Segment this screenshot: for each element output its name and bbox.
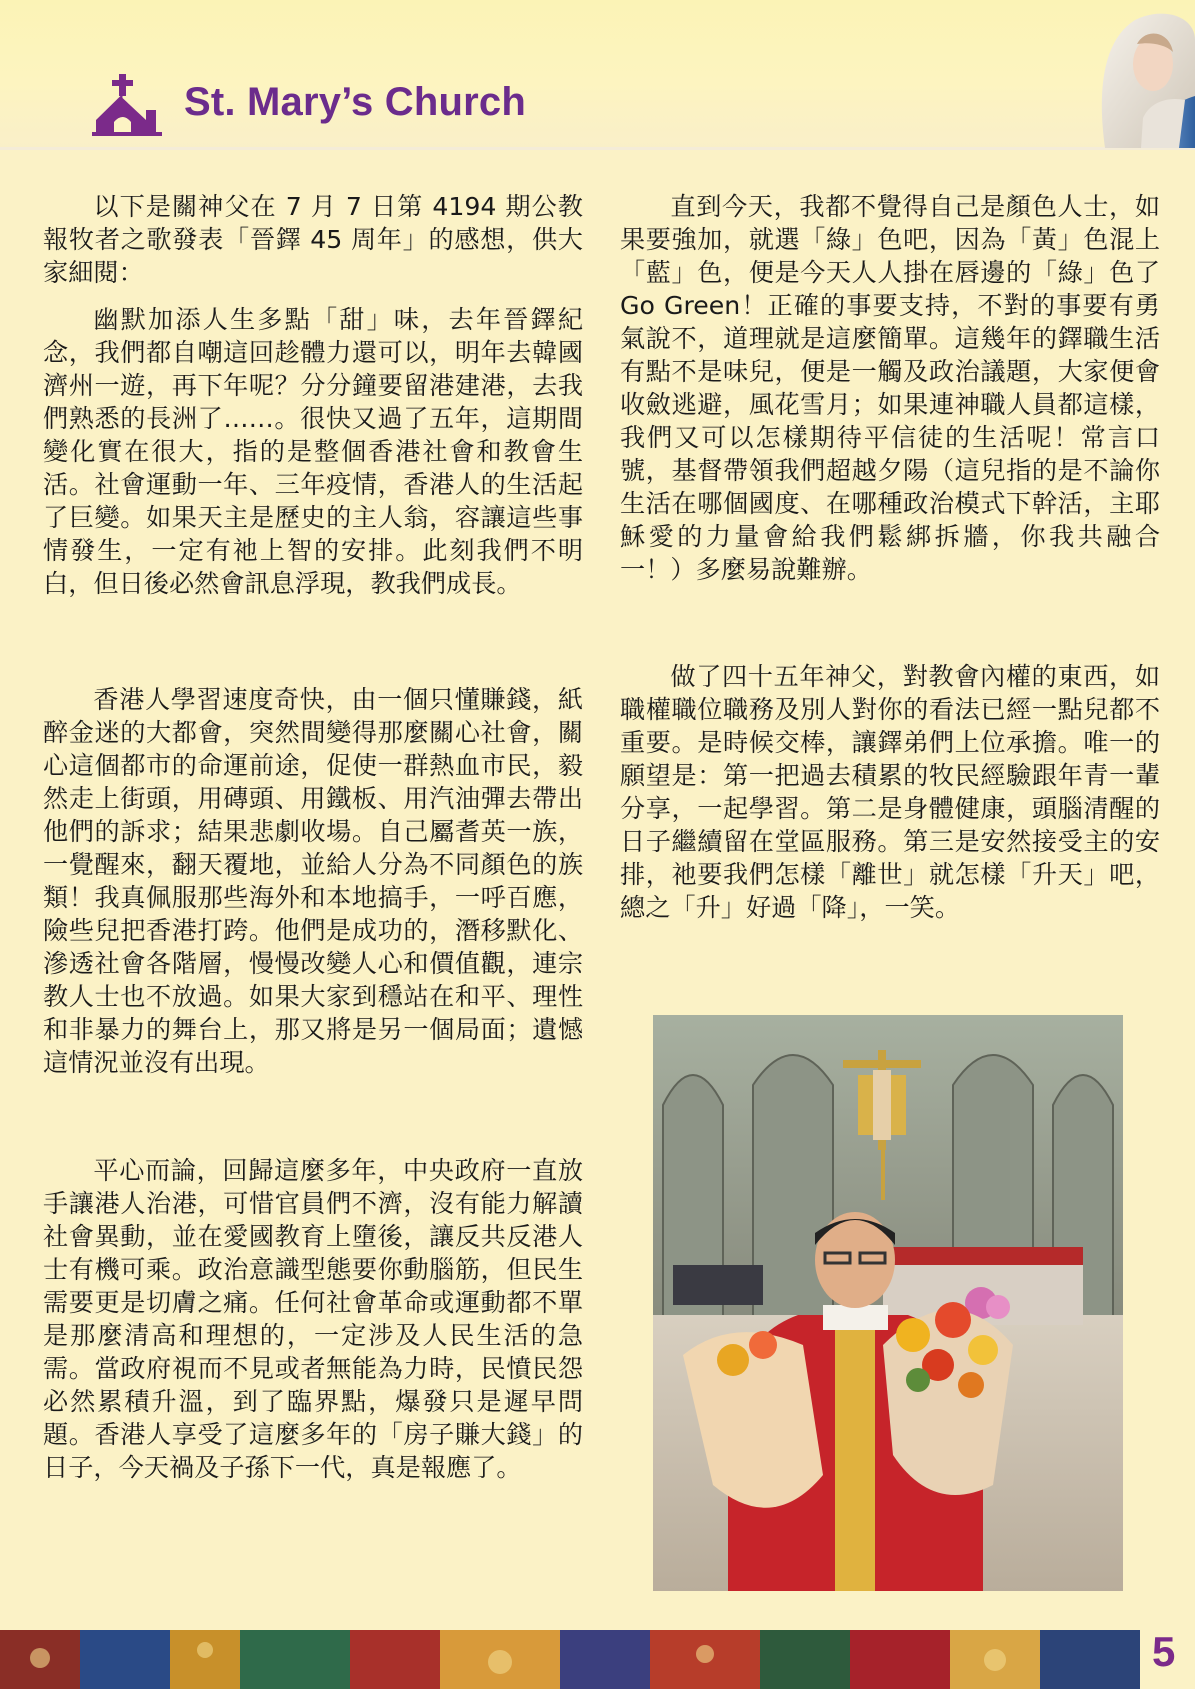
- article-paragraph: 直到今天，我都不覺得自己是顏色人士，如果要強加，就選「綠」色吧，因為「黃」色混上「藍」色，便是今天人人掛在唇邊的「綠」色了 Go Green！正確的事要支持，不對的事要有勇氣說不，道理就是這麼簡單。這幾年的鐸職生活有點不是味兒，便是一觸及政治議題，大家便會收斂逃避，風花雪月；如果連神職人員都這樣，我們又可以怎樣期待平信徒的生活呢！常言口號，基督帶領我們超越夕陽（這兒指的是不論你生活在哪個國度、在哪種政治模式下幹活，主耶穌愛的力量會給我們鬆綁拆牆，你我共融合一！）多麼易說難辦。: [620, 192, 1160, 584]
- article-paragraph: 平心而論，回歸這麼多年，中央政府一直放手讓港人治港，可惜官員們不濟，沒有能力解讀社會異動，並在愛國教育上墮後，讓反共反港人士有機可乘。政治意識型態要你動腦筋，但民生需要更是切膚之痛。任何社會革命或運動都不單是那麼清高和理想的，一定涉及人民生活的急需。當政府視而不見或者無能為力時，民憤民怨必然累積升溫，到了臨界點，爆發只是遲早問題。香港人享受了這麼多年的「房子賺大錢」的日子，今天禍及子孫下一代，真是報應了。: [43, 1156, 583, 1482]
- right-article-column-lower: [620, 660, 1160, 924]
- priest-in-cathedral-photo: [653, 1015, 1123, 1591]
- left-article-column-bottom: [43, 1154, 583, 1484]
- intro-paragraph: 以下是關神父在 7 月 7 日第 4194 期公教報牧者之歌發表「晉鐸 45 周年」的感想，供大家細閱：: [43, 192, 583, 287]
- page-number: 5: [1152, 1628, 1176, 1675]
- header-divider: [0, 147, 1195, 150]
- article-paragraph: 香港人學習速度奇快，由一個只懂賺錢，紙醉金迷的大都會，突然間變得那麼關心社會，關心這個都市的命運前途，促使一群熱血市民，毅然走上街頭，用磚頭、用鐵板、用汽油彈去帶出他們的訴求；結果悲劇收場。自己屬耆英一族，一覺醒來，翻天覆地，並給人分為不同顏色的族類！我真佩服那些海外和本地搞手，一呼百應，險些兒把香港打跨。他們是成功的，潛移默化、滲透社會各階層，慢慢改變人心和價值觀，連宗教人士也不放過。如果大家到穩站在和平、理性和非暴力的舞台上，那又將是另一個局面；遺憾這情況並沒有出現。: [43, 685, 583, 1077]
- right-article-column: [620, 190, 1160, 586]
- virgin-mary-statue-image: [1045, 0, 1195, 148]
- church-cross-icon: [92, 74, 162, 136]
- article-paragraph: 幽默加添人生多點「甜」味，去年晉鐸紀念，我們都自嘲這回趁體力還可以，明年去韓國濟州一遊，再下年呢？分分鐘要留港建港，去我們熟悉的長洲了……。很快又過了五年，這期間變化實在很大，指的是整個香港社會和教會生活。社會運動一年、三年疫情，香港人的生活起了巨變。如果天主是歷史的主人翁，容讓這些事情發生，一定有祂上智的安排。此刻我們不明白，但日後必然會訊息浮現，教我們成長。: [43, 305, 583, 598]
- left-article-column-lower: [43, 683, 583, 1079]
- church-title: St. Mary’s Church: [184, 80, 526, 124]
- page-header: [0, 0, 1195, 150]
- stained-glass-footer-banner: [0, 1630, 1140, 1689]
- left-article-column: [43, 190, 583, 600]
- article-paragraph: 做了四十五年神父，對教會內權的東西，如職權職位職務及別人對你的看法已經一點兒都不重要。是時候交棒，讓鐸弟們上位承擔。唯一的願望是：第一把過去積累的牧民經驗跟年青一輩分享，一起學習。第二是身體健康，頭腦清醒的日子繼續留在堂區服務。第三是安然接受主的安排，祂要我們怎樣「離世」就怎樣「升天」吧，總之「升」好過「降」，一笑。: [620, 662, 1160, 922]
